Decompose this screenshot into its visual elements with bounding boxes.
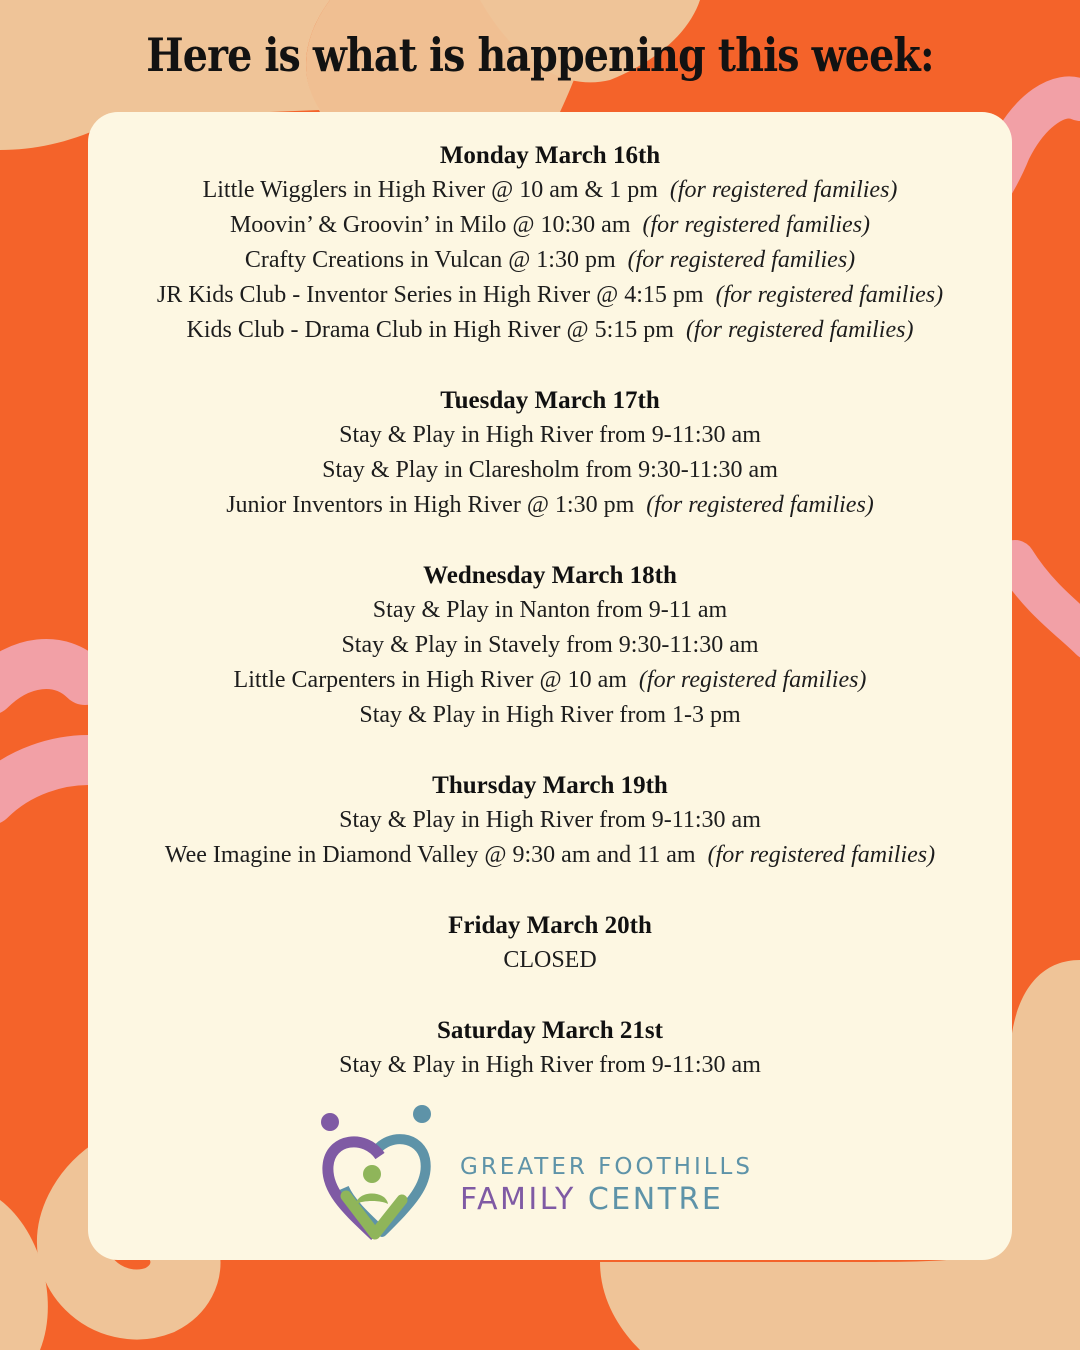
event-item [88, 803, 1012, 838]
event-item [88, 838, 1012, 873]
logo-wordmark [460, 1152, 753, 1218]
page-title: Here is what is happening this week: [146, 28, 934, 82]
event-text: Stay & Play in Stavely from 9:30-11:30 am [341, 632, 759, 658]
event-text: Stay & Play in High River from 9-11:30 am [339, 1052, 761, 1078]
schedule-list [88, 138, 1012, 1118]
event-note: (for registered families) [642, 212, 871, 238]
event-item [88, 278, 1012, 313]
event-text: Crafty Creations in Vulcan @ 1:30 pm [244, 247, 616, 273]
event-note: (for registered families) [707, 842, 936, 868]
event-text: Junior Inventors in High River @ 1:30 pm [226, 492, 635, 518]
day-title: Saturday March 21st [437, 1017, 663, 1044]
event-item [88, 208, 1012, 243]
day-tuesday [88, 383, 1012, 523]
event-text: Little Wigglers in High River @ 10 am & 1 pm [202, 177, 658, 203]
event-note: (for registered families) [715, 282, 944, 308]
event-text: Stay & Play in High River from 9-11:30 am [339, 807, 761, 833]
day-title: Tuesday March 17th [440, 387, 660, 414]
day-wednesday [88, 558, 1012, 733]
event-item [88, 313, 1012, 348]
logo-line-family-centre [460, 1182, 753, 1218]
event-item [88, 243, 1012, 278]
day-monday [88, 138, 1012, 348]
day-title: Thursday March 19th [432, 772, 668, 799]
organization-logo [320, 1104, 780, 1244]
logo-word-centre: CENTRE [587, 1182, 724, 1217]
event-item [88, 1048, 1012, 1083]
event-note: (for registered families) [669, 177, 898, 203]
event-item [88, 943, 1012, 978]
event-item [88, 593, 1012, 628]
event-note: (for registered families) [685, 317, 914, 343]
event-item [88, 488, 1012, 523]
event-text: Stay & Play in High River from 9-11:30 am [339, 422, 761, 448]
day-title: Monday March 16th [439, 142, 661, 169]
event-text: Stay & Play in Nanton from 9-11 am [372, 597, 728, 623]
event-item [88, 663, 1012, 698]
pink-wave-right [1015, 560, 1080, 640]
event-text: Moovin’ & Groovin’ in Milo @ 10:30 am [229, 212, 631, 238]
day-saturday [88, 1013, 1012, 1083]
logo-word-family: FAMILY [460, 1182, 576, 1217]
event-item [88, 628, 1012, 663]
event-item [88, 453, 1012, 488]
logo-line-greater-foothills: GREATER FOOTHILLS [460, 1154, 753, 1180]
event-text: Wee Imagine in Diamond Valley @ 9:30 am and 11 am [164, 842, 696, 868]
event-text: Kids Club - Drama Club in High River @ 5:15 pm [186, 317, 674, 343]
event-note: (for registered families) [638, 667, 867, 693]
event-text: JR Kids Club - Inventor Series in High River @ 4:15 pm [156, 282, 704, 308]
event-text: CLOSED [503, 947, 597, 973]
schedule-card [88, 112, 1012, 1260]
pink-wave-left [0, 664, 88, 800]
day-title: Friday March 20th [448, 912, 652, 939]
event-item [88, 698, 1012, 733]
event-note: (for registered families) [646, 492, 874, 518]
event-item [88, 173, 1012, 208]
event-text: Stay & Play in High River from 1-3 pm [359, 702, 741, 728]
event-item [88, 418, 1012, 453]
day-title: Wednesday March 18th [423, 562, 677, 589]
day-friday [88, 908, 1012, 978]
event-note: (for registered families) [627, 247, 856, 273]
event-text: Stay & Play in Claresholm from 9:30-11:30 am [322, 457, 778, 483]
day-thursday [88, 768, 1012, 873]
family-heart-icon [320, 1104, 445, 1244]
event-text: Little Carpenters in High River @ 10 am [233, 667, 627, 693]
